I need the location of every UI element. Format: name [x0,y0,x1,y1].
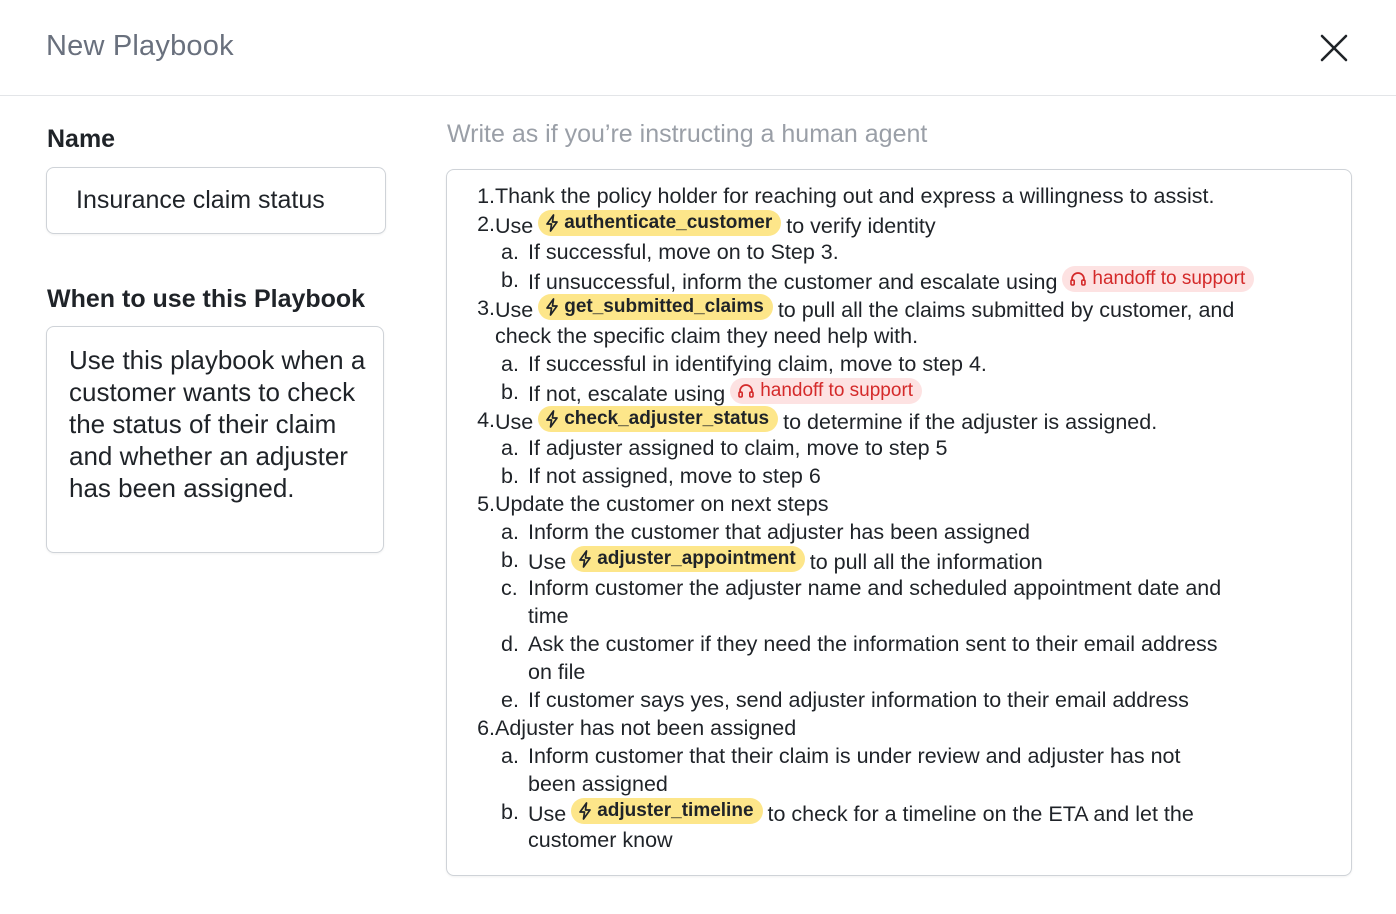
step [467,714,1327,742]
step-number: 3. [477,296,495,320]
sub-step [467,462,1327,490]
step-number: a. [501,520,519,544]
step-text-segment: If successful, move on to Step 3. [528,240,839,264]
step-text-segment: Use [495,214,534,238]
step-continuation [467,770,1327,798]
step-continuation [467,658,1327,686]
sub-step [467,518,1327,546]
headset-icon [1069,270,1092,288]
step-text [528,434,947,462]
dialog-header [0,0,1396,96]
step [467,406,1327,434]
sub-step [467,574,1327,602]
step-text-segment: Inform customer that their claim is under review and adjuster has not [528,744,1181,768]
step-text-segment: time [528,604,569,628]
step-number: 4. [477,408,495,432]
step-text [495,294,1234,324]
step-number: d. [501,632,519,656]
step-text [528,238,839,266]
step-text-segment: If adjuster assigned to claim, move to step 5 [528,436,948,460]
step-text-segment: Inform customer the adjuster name and scheduled appointment date and [528,576,1222,600]
step-text-segment: customer know [528,828,673,852]
step-text-segment: If customer says yes, send adjuster information to their email address [528,688,1189,712]
step-text-segment: If not, escalate using [528,382,726,406]
step-text [495,490,828,518]
step-text [528,798,1194,828]
tool-chip[interactable] [571,546,804,572]
sub-step [467,238,1327,266]
sub-step [467,350,1327,378]
step-text-segment: Use [528,802,567,826]
lightning-bolt-icon [578,550,597,568]
step [467,294,1327,322]
step-text-segment: been assigned [528,772,668,796]
step-number: a. [501,744,519,768]
step-number: c. [501,576,518,600]
step-text-segment: If not assigned, move to step 6 [528,464,821,488]
sub-step [467,266,1327,294]
step-text-segment: Inform the customer that adjuster has been assigned [528,520,1030,544]
step-number: b. [501,548,519,572]
step-text-segment: to check for a timeline on the ETA and let the [767,802,1194,826]
step-text-segment: to determine if the adjuster is assigned. [783,410,1158,434]
step-text [528,518,1030,546]
step-number: b. [501,268,519,292]
close-icon[interactable] [1316,30,1352,66]
sub-step [467,434,1327,462]
step-text [528,742,1180,770]
step-text-segment: check the specific claim they need help with. [495,324,919,348]
tool-chip-label: authenticate_customer [564,212,773,233]
sub-step [467,686,1327,714]
step-number: a. [501,436,519,460]
step-text [495,406,1157,436]
step-text-segment: to pull all the information [809,550,1043,574]
step-number: 6. [477,716,495,740]
step-number: a. [501,240,519,264]
sub-step [467,798,1327,826]
tool-chip[interactable] [571,798,762,824]
handoff-chip[interactable] [1062,266,1254,292]
when-to-use-label: When to use this Playbook [47,285,366,313]
step-text [528,686,1189,714]
step [467,210,1327,238]
editor-hint: Write as if you’re instructing a human agent [447,120,928,148]
tool-chip[interactable] [538,210,781,236]
step-text [528,266,1254,296]
step-text-segment: Adjuster has not been assigned [495,716,797,740]
when-to-use-input[interactable] [46,326,384,553]
playbook-instructions-editor[interactable] [446,169,1352,876]
name-input[interactable] [46,167,386,234]
step-text [495,714,796,742]
step-number: 5. [477,492,495,516]
step-number: 2. [477,212,495,236]
step-text-segment: Use [495,410,534,434]
step-number: 1. [477,184,495,208]
step-text [528,630,1218,658]
step-text-segment: Update the customer on next steps [495,492,829,516]
step-text [528,546,1043,576]
step-number: b. [501,380,519,404]
step-text-segment: Use [495,298,534,322]
tool-chip-label: adjuster_timeline [597,800,754,821]
handoff-chip-label: handoff to support [1092,268,1246,289]
lightning-bolt-icon [545,298,564,316]
tool-chip-label: check_adjuster_status [564,408,770,429]
sub-step [467,546,1327,574]
step-text [528,574,1221,602]
step-continuation [467,322,1327,350]
step-text-segment: If successful in identifying claim, move to step 4. [528,352,987,376]
step-number: e. [501,688,519,712]
headset-icon [737,382,760,400]
step-number: b. [501,464,519,488]
step-text-segment: to verify identity [786,214,936,238]
step-text-segment: on file [528,660,586,684]
dialog-title: New Playbook [46,30,234,62]
tool-chip[interactable] [538,294,773,320]
step-text [495,182,1214,210]
step-text [528,378,922,408]
sub-step [467,742,1327,770]
step [467,490,1327,518]
name-label: Name [47,125,116,153]
handoff-chip-label: handoff to support [760,380,914,401]
step-text [528,350,987,378]
step-text-segment: to pull all the claims submitted by customer, and [777,298,1235,322]
step-text-segment: Ask the customer if they need the information sent to their email address [528,632,1218,656]
step-number: a. [501,352,519,376]
lightning-bolt-icon [578,802,597,820]
step-number: b. [501,800,519,824]
step [467,182,1327,210]
step-continuation [467,826,1327,854]
tool-chip-label: get_submitted_claims [564,296,764,317]
sub-step [467,378,1327,406]
step-text-segment: Thank the policy holder for reaching out and express a willingness to assist. [495,184,1215,208]
instruction-list [467,182,1327,854]
sub-step [467,630,1327,658]
step-text [495,210,936,240]
handoff-chip[interactable] [730,378,922,404]
step-text-segment: Use [528,550,567,574]
step-text [528,462,821,490]
lightning-bolt-icon [545,410,564,428]
lightning-bolt-icon [545,214,564,232]
tool-chip-label: adjuster_appointment [597,548,796,569]
step-continuation [467,602,1327,630]
tool-chip[interactable] [538,406,778,432]
step-text-segment: If unsuccessful, inform the customer and escalate using [528,270,1058,294]
